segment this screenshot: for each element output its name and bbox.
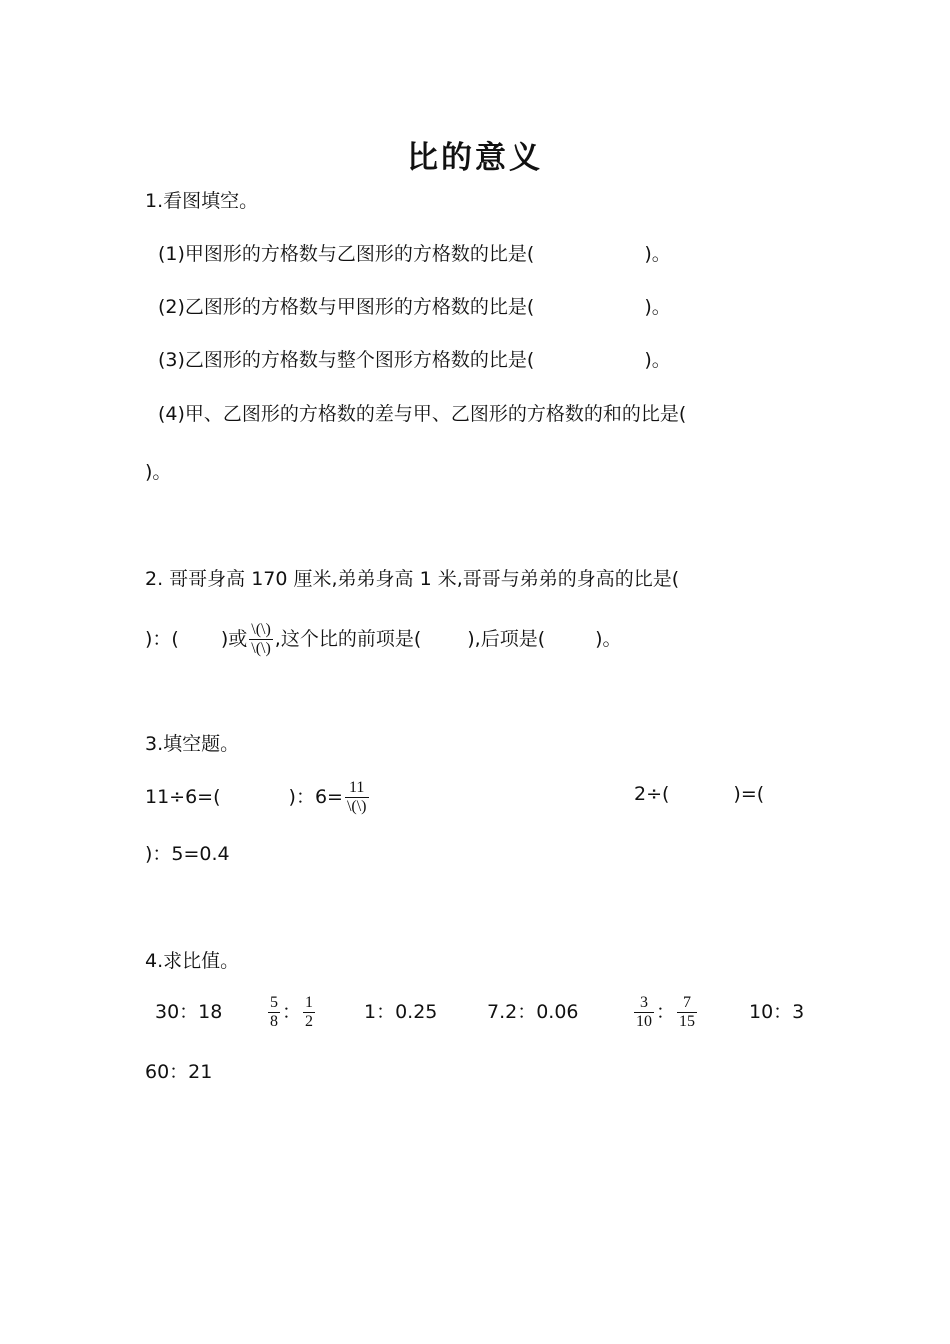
q3-row-b (634, 782, 764, 806)
q1-item-1 (158, 242, 671, 266)
fraction-denominator: 8 (270, 1013, 278, 1030)
q1-item-2 (158, 295, 671, 319)
q3-a-text-2: )：6= (288, 786, 343, 808)
fraction-numerator: \(\) (251, 621, 271, 638)
q2-line-2 (145, 619, 622, 659)
fraction (303, 994, 315, 1031)
fraction-numerator: 5 (270, 994, 278, 1011)
q1-item-2-text: (2)乙图形的方格数与甲图形的方格数的比是( (158, 296, 535, 318)
fraction-denominator: 10 (636, 1013, 652, 1030)
fraction-denominator: \(\) (251, 640, 271, 657)
q1-item-1-text: (1)甲图形的方格数与乙图形的方格数的比是( (158, 243, 535, 265)
fraction-numerator: 3 (634, 994, 654, 1013)
q2-text-b: )或 (220, 628, 248, 650)
q4-item-7: 60：21 (145, 1061, 213, 1083)
q2-text-c: ,这个比的前项是( (274, 628, 422, 650)
fraction (634, 994, 654, 1031)
fraction-denominator: \(\) (346, 798, 367, 815)
fraction-denominator: 15 (679, 1013, 696, 1030)
q1-item-3 (158, 348, 671, 372)
q4-header: 4.求比值。 (145, 950, 240, 972)
q4-item-5 (632, 992, 699, 1032)
q3-a-text-1: 11÷6=( (145, 786, 221, 808)
fraction-numerator: 1 (305, 994, 314, 1011)
q4-item-3: 1：0.25 (364, 1001, 438, 1023)
q1-item-4: (4)甲、乙图形的方格数的差与甲、乙图形的方格数的和的比是( (158, 403, 687, 425)
q3-row-a (145, 777, 371, 817)
q2-text-e: )。 (595, 628, 622, 650)
fraction (268, 994, 280, 1031)
q1-item-2-close: )。 (644, 296, 671, 318)
q2-fraction (249, 621, 273, 658)
ratio-colon: ： (282, 1001, 302, 1023)
q3-row-b-wrap: )：5=0.4 (145, 843, 230, 865)
q2-text-a: )：( (145, 628, 179, 650)
fraction-numerator: 7 (677, 994, 697, 1013)
q1-item-1-close: )。 (644, 243, 671, 265)
q4-item-4: 7.2：0.06 (487, 1001, 579, 1023)
page-title: 比的意义 (407, 140, 543, 176)
fraction-denominator: 2 (305, 1013, 314, 1030)
q1-item-3-close: )。 (644, 349, 671, 371)
q4-item-6: 10：3 (749, 1001, 805, 1023)
q3-b-text-2: )=( (733, 783, 765, 805)
q1-header: 1.看图填空。 (145, 190, 259, 212)
fraction-numerator: 11 (345, 779, 369, 798)
q4-item-1: 30：18 (155, 1001, 223, 1023)
q3-b-text-1: 2÷( (634, 783, 670, 805)
q3-fraction (345, 779, 369, 816)
q1-item-4-wrap: )。 (145, 461, 172, 483)
ratio-colon: ： (656, 1001, 676, 1023)
q4-item-2 (266, 992, 317, 1032)
fraction (677, 994, 697, 1031)
q1-item-3-text: (3)乙图形的方格数与整个图形方格数的比是( (158, 349, 535, 371)
q2-line-1: 2. 哥哥身高 170 厘米,弟弟身高 1 米,哥哥与弟弟的身高的比是( (145, 568, 680, 590)
q2-text-d: ),后项是( (467, 628, 546, 650)
q3-header: 3.填空题。 (145, 733, 240, 755)
